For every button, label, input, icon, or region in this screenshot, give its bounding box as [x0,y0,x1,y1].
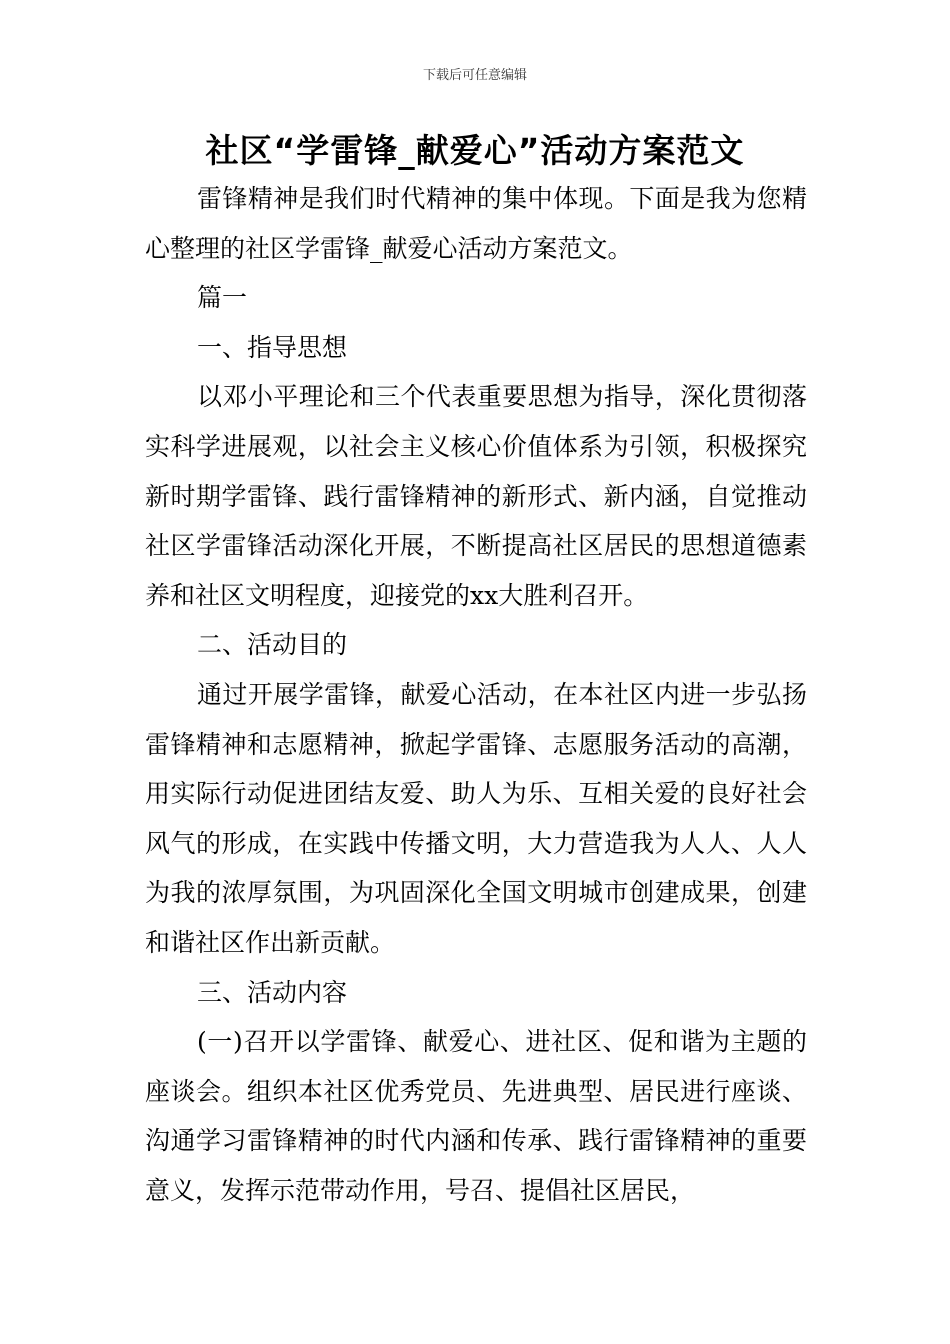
paragraph-activity-purpose: 通过开展学雷锋，献爱心活动，在本社区内进一步弘扬雷锋精神和志愿精神，掀起学雷锋、志愿服务活动的高潮，用实际行动促进团结友爱、助人为乐、互相关爱的良好社会风气的形成，在实践中传播文明，大力营造我为人人、人人为我的浓厚氛围，为巩固深化全国文明城市创建成果，创建和谐社区作出新贡献。 [145,679,807,957]
paragraph-intro: 雷锋精神是我们时代精神的集中体现。下面是我为您精心整理的社区学雷锋_献爱心活动方案范文。 [145,184,807,263]
section-label-part-one: 篇一 [197,283,248,313]
document-title: 社区“学雷锋_献爱心”活动方案范文 [205,131,745,170]
paragraph-activity-content-1: (一)召开以学雷锋、献爱心、进社区、促和谐为主题的座谈会。组织本社区优秀党员、先进典型、居民进行座谈、沟通学习雷锋精神的时代内涵和传承、践行雷锋精神的重要意义，发挥示范带动作用，号召、提倡社区居民， [145,1027,807,1205]
heading-activity-content: 三、活动内容 [197,977,348,1007]
page-header: 下载后可任意编辑 [422,68,527,83]
paragraph-guiding-ideology: 以邓小平理论和三个代表重要思想为指导，深化贯彻落实科学进展观，以社会主义核心价值体系为引领，积极探究新时期学雷锋、践行雷锋精神的新形式、新内涵，自觉推动社区学雷锋活动深化开展，不断提高社区居民的思想道德素养和社区文明程度，迎接党的xx大胜利召开。 [145,382,807,610]
document-body [145,174,807,1215]
heading-activity-purpose: 二、活动目的 [197,630,348,660]
heading-guiding-ideology: 一、指导思想 [197,332,348,362]
